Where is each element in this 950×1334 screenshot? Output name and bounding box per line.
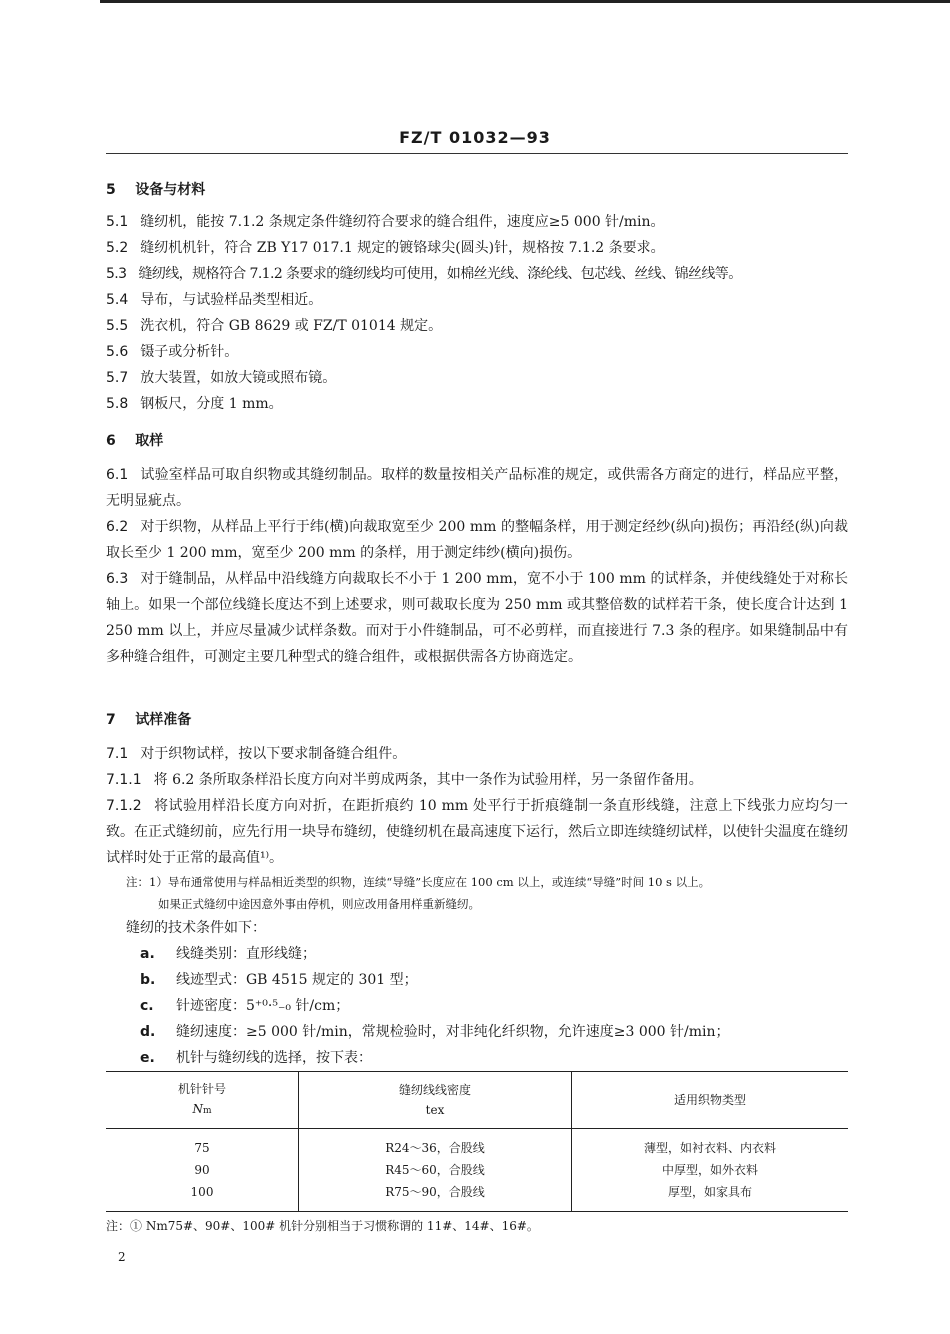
section-number: 5 — [106, 182, 116, 198]
clause-7-1: 7.1 对于织物试样，按以下要求制备缝合组件。 — [106, 746, 407, 762]
clause-5-7: 5.7 放大装置，如放大镜或照布镜。 — [106, 370, 337, 386]
table-footnote: 注：① Nm75#、90#、100# 机针分别相当于习惯称谓的 11#、14#、16#。 — [106, 1219, 539, 1233]
table-row: 90 R45～60，合股线 中厚型，如外衣料 — [106, 1159, 848, 1181]
standard-code-header: FZ/T 01032—93 — [399, 128, 551, 147]
condition-b: b. 线迹型式：GB 4515 规定的 301 型； — [140, 972, 418, 988]
section-5 — [106, 177, 848, 417]
condition-c: c. 针迹密度：5⁺⁰·⁵₋₀ 针/cm； — [140, 998, 350, 1014]
clause-5-4: 5.4 导布，与试验样品类型相近。 — [106, 292, 323, 308]
table-row: 100 R75～90，合股线 厚型，如家具布 — [106, 1181, 848, 1212]
col-thread-density: 缝纫线线密度 tex — [299, 1072, 572, 1129]
clause-5-2: 5.2 缝纫机机针，符合 ZB Y17 017.1 规定的镀铬球尖(圆头)针，规格按 7.1.2 条要求。 — [106, 240, 665, 256]
note-1: 注：1）导布通常使用与样品相近类型的织物，连续“导缝”长度应在 100 cm 以上，或连续“导缝”时间 10 s 以上。 — [126, 875, 711, 889]
needle-thread-table — [106, 1071, 848, 1212]
clause-7-1-2: 7.1.2 将试验用样沿长度方向对折，在距折痕约 10 mm 处平行于折痕缝制一条直形线缝，注意上下线张力应均匀一致。在正式缝纫前，应先行用一块导布缝纫，使缝纫机在最高速度下运行，然后立即连续缝纫试样，以使针尖温度在缝纫试样时处于正常的最高值¹⁾。 — [106, 798, 848, 866]
section-7-heading: 7 试样准备 — [106, 712, 192, 728]
clause-6-1: 6.1 试验室样品可取自织物或其缝纫制品。取样的数量按相关产品标准的规定，或供需各方商定的进行，样品应平整，无明显疵点。 — [106, 467, 848, 509]
note-1-continued: 如果正式缝纫中途因意外事由停机，则应改用备用样重新缝纫。 — [158, 897, 480, 911]
section-title: 设备与材料 — [135, 182, 206, 198]
clause-5-1: 5.1 缝纫机，能按 7.1.2 条规定条件缝纫符合要求的缝合组件，速度应≥5 000 针/min。 — [106, 214, 665, 230]
conditions-intro: 缝纫的技术条件如下： — [126, 920, 266, 936]
section-7 — [106, 707, 848, 1071]
condition-a: a. 线缝类别：直形线缝； — [140, 946, 316, 962]
clause-6-3: 6.3 对于缝制品，从样品中沿线缝方向裁取长不小于 1 200 mm，宽不小于 100 mm 的试样条，并使线缝处于对称长轴上。如果一个部位线缝长度达不到上述要求，则可裁取长度为 250 mm 或其整倍数的试样若干条，使长度合计达到 1 250 mm 以上，并应尽量减少试样条数。而对于小件缝制品，可不必剪样，而直接进行 7.3 条的程序。如果缝制品中有多种缝合组件，可测定主要几种型式的缝合组件，或根据供需各方协商选定。 — [106, 571, 848, 665]
section-5-heading — [106, 177, 848, 203]
section-6 — [106, 428, 848, 670]
clause-6-2: 6.2 对于织物，从样品上平行于纬(横)向裁取宽至少 200 mm 的整幅条样，用于测定经纱(纵向)损伤；再沿经(纵)向裁取长至少 1 200 mm，宽至少 200 mm 的条样，用于测定纬纱(横向)损伤。 — [106, 519, 848, 561]
condition-d: d. 缝纫速度：≥5 000 针/min，常规检验时，对非纯化纤织物，允许速度≥3 000 针/min； — [140, 1024, 730, 1040]
table-row: 75 R24～36，合股线 薄型，如衬衣料、内衣料 — [106, 1129, 848, 1160]
clause-5-6: 5.6 镊子或分析针。 — [106, 344, 239, 360]
clause-5-8: 5.8 钢板尺，分度 1 mm。 — [106, 396, 283, 412]
col-needle-number: 机针针号 Nm — [106, 1072, 299, 1129]
clause-5-5: 5.5 洗衣机，符合 GB 8629 或 FZ/T 01014 规定。 — [106, 318, 443, 334]
table-header-row — [106, 1072, 848, 1129]
clause-5-3: 5.3 缝纫线，规格符合 7.1.2 条要求的缝纫线均可使用，如棉丝光线、涤纶线、包芯线、丝线、锦丝线等。 — [106, 266, 742, 282]
top-rule — [100, 0, 950, 3]
col-fabric-type: 适用织物类型 — [572, 1072, 849, 1129]
header-rule — [106, 153, 848, 154]
page-number: 2 — [118, 1250, 126, 1264]
clause-7-1-1: 7.1.1 将 6.2 条所取条样沿长度方向对半剪成两条，其中一条作为试验用样，另一条留作备用。 — [106, 772, 703, 788]
condition-e: e. 机针与缝纫线的选择，按下表： — [140, 1050, 372, 1066]
section-6-heading: 6 取样 — [106, 433, 164, 449]
